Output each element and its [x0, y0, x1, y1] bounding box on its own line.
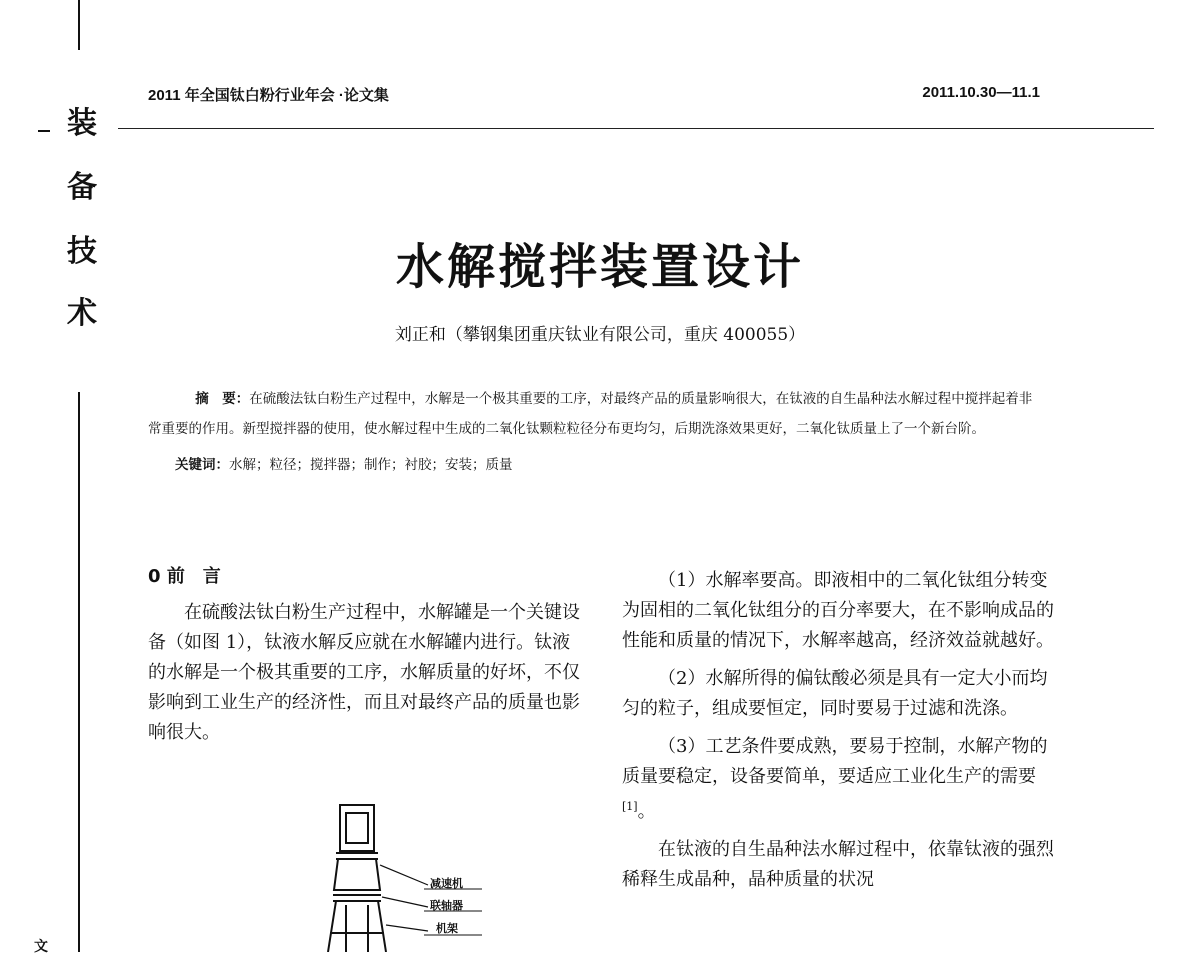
paper-title: 水解搅拌装置设计: [395, 239, 804, 295]
side-dash: [38, 130, 50, 132]
running-header-right: 2011.10.30—11.1: [922, 84, 1040, 101]
requirement-2: （2）水解所得的偏钛酸必须是具有一定大小而均匀的粒子，组成要恒定，同时要易于过滤和洗涤。: [622, 668, 1048, 719]
keywords-label: 关键词：: [175, 457, 229, 473]
figure-label-frame: 机架: [436, 922, 458, 935]
figure-label-coupling: 联轴器: [430, 899, 463, 912]
frame-shape: [328, 901, 386, 952]
side-label-char-3: 技: [67, 234, 97, 269]
keywords-text: 水解；粒径；搅拌器；制作；衬胶；安装；质量: [229, 457, 513, 473]
header-rule: [118, 128, 1154, 129]
abstract-label: 摘 要：: [195, 391, 250, 407]
section-title: 前 言: [166, 566, 221, 587]
right-column: [622, 566, 1054, 895]
requirement-3: [622, 732, 1054, 827]
figure-label-reducer: 减速机: [430, 877, 463, 890]
side-label-char-2: 备: [67, 170, 97, 205]
requirement-3-text: （3）工艺条件要成熟，要易于控制，水解产物的质量要稳定，设备要简单，要适应工业化生产的需要: [622, 736, 1048, 787]
side-label-char-1: 装: [67, 106, 97, 141]
side-rule-bottom: [78, 392, 80, 952]
abstract: [148, 384, 1043, 480]
side-rule-top: [78, 0, 80, 50]
intro-paragraph: 在硫酸法钛白粉生产过程中，水解罐是一个关键设备（如图 1），钛液水解反应就在水解罐内进行。钛液的水解是一个极其重要的工序，水解质量的好坏，不仅影响到工业生产的经济性，而且对最终产品的质量也影响很大。: [148, 602, 580, 743]
requirement-3-period: 。: [637, 801, 656, 822]
side-label-bottom-char: 文: [34, 939, 48, 955]
seed-paragraph: 在钛液的自生晶种法水解过程中，依靠钛液的强烈稀释生成晶种，晶种质量的状况: [622, 839, 1054, 890]
author-affiliation: 刘正和（攀钢集团重庆钛业有限公司，重庆 400055）: [394, 325, 806, 345]
left-column: [148, 562, 580, 748]
reducer-shape: [334, 859, 380, 890]
section-heading: [148, 562, 580, 592]
figure-1-agitator-drawing: [300, 795, 540, 952]
requirement-1: （1）水解率要高。即液相中的二氧化钛组分转变为固相的二氧化钛组分的百分率要大，在不影响成品的性能和质量的情况下，水解率越高，经济效益就越好。: [622, 570, 1054, 651]
citation-ref: [1]: [622, 800, 638, 813]
side-label-char-4: 术: [67, 296, 97, 331]
running-header-left: 2011 年全国钛白粉行业年会 ·论文集: [148, 87, 389, 104]
section-number: 0: [148, 566, 161, 587]
abstract-text: 在硫酸法钛白粉生产过程中，水解是一个极其重要的工序，对最终产品的质量影响很大，在钛液的自生晶种法水解过程中搅拌起着非常重要的作用。新型搅拌器的使用，使水解过程中生成的二氧化钛颗粒粒径分布更均匀，后期洗涤效果更好，二氧化钛质量上了一个新台阶。: [148, 391, 1033, 437]
